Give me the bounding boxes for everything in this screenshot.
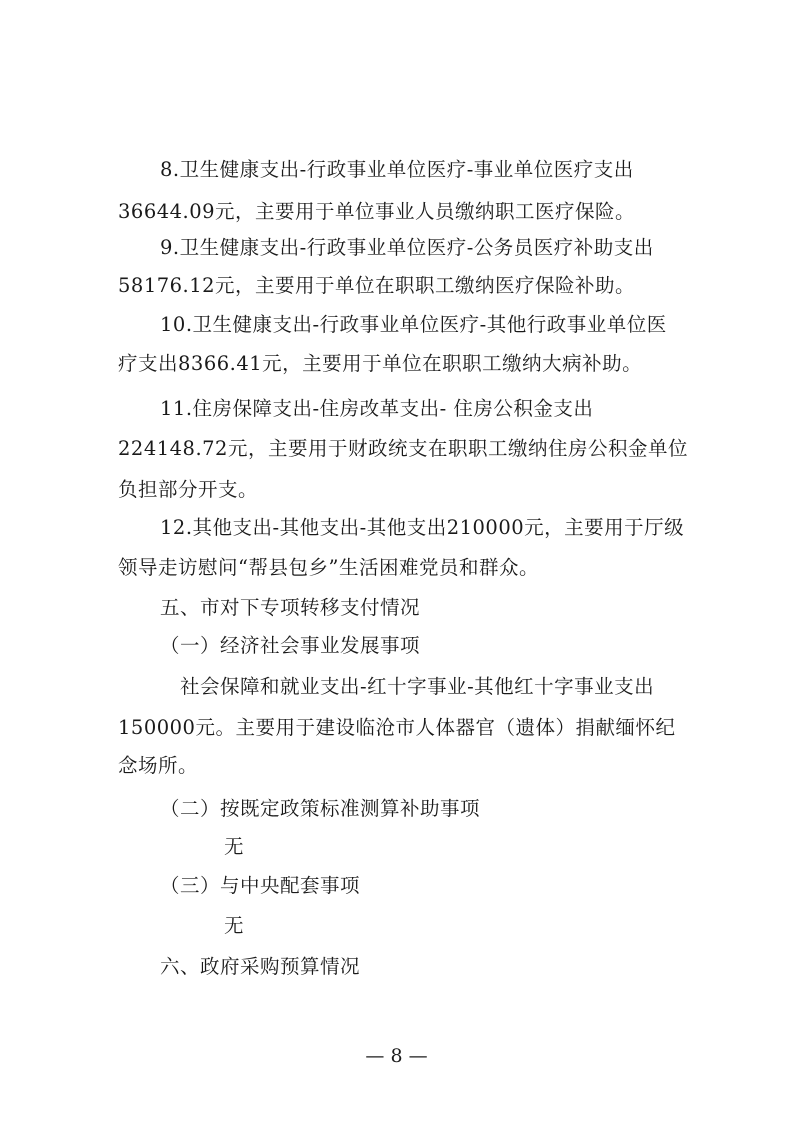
page-number: — 8 — [365,1045,428,1067]
paragraph-5-1-line-1: 社会保障和就业支出-红十字事业-其他红十字事业支出 [180,675,655,698]
subsection-heading-5-1: （一）经济社会事业发展事项 [160,634,421,657]
section-heading-6: 六、政府采购预算情况 [160,955,361,978]
paragraph-5-1-line-3: 念场所。 [118,754,199,777]
paragraph-item-11-line-3: 负担部分开支。 [118,478,259,501]
paragraph-item-12-line-2: 领导走访慰问“帮县包乡”生活困难党员和群众。 [118,556,539,579]
paragraph-item-9-line-2: 58176.12元，主要用于单位在职职工缴纳医疗保险补助。 [118,274,636,297]
subsection-5-2-content: 无 [224,835,245,858]
subsection-heading-5-3: （三）与中央配套事项 [160,874,361,897]
paragraph-item-12-line-1: 12.其他支出-其他支出-其他支出210000元，主要用于厅级 [160,516,685,539]
paragraph-item-8-line-2: 36644.09元，主要用于单位事业人员缴纳职工医疗保险。 [118,200,636,223]
subsection-5-3-content: 无 [224,914,245,937]
paragraph-item-10-line-1: 10.卫生健康支出-行政事业单位医疗-其他行政事业单位医 [160,313,667,336]
paragraph-item-8-line-1: 8.卫生健康支出-行政事业单位医疗-事业单位医疗支出 [160,158,634,181]
paragraph-item-11-line-2: 224148.72元，主要用于财政统支在职职工缴纳住房公积金单位 [118,437,688,460]
paragraph-5-1-line-2: 150000元。主要用于建设临沧市人体器官（遗体）捐献缅怀纪 [118,716,676,739]
section-heading-5: 五、市对下专项转移支付情况 [160,596,421,619]
paragraph-item-9-line-1: 9.卫生健康支出-行政事业单位医疗-公务员医疗补助支出 [160,236,654,259]
paragraph-item-10-line-2: 疗支出8366.41元，主要用于单位在职职工缴纳大病补助。 [118,352,643,375]
paragraph-item-11-line-1: 11.住房保障支出-住房改革支出- 住房公积金支出 [160,397,594,420]
subsection-heading-5-2: （二）按既定政策标准测算补助事项 [160,797,481,820]
